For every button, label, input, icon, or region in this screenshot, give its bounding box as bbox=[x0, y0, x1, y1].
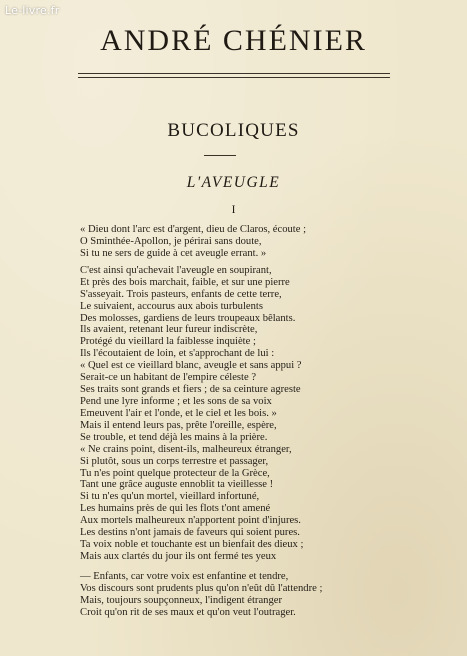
verse-line: Si tu ne sers de guide à cet aveugle errant. » bbox=[80, 247, 267, 259]
verse-line: Croit qu'on rit de ses maux et qu'on veut l'outrager. bbox=[80, 606, 296, 618]
verse-line: Se trouble, et tend déjà les mains à la prière. bbox=[80, 431, 268, 443]
verse-line: — Enfants, car votre voix est enfantine et tendre, bbox=[80, 571, 289, 582]
verse-line: Ils l'écoutaient de loin, et s'approchant de lui : bbox=[80, 348, 275, 360]
author-header: ANDRÉ CHÉNIER bbox=[100, 24, 367, 57]
verse-line: Tant une grâce auguste ennoblit ta vieillesse ! bbox=[80, 479, 274, 491]
verse-line: Aux mortels malheureux n'apportent point d'injures. bbox=[80, 515, 301, 527]
stanza bbox=[80, 571, 322, 619]
header-rule-thick bbox=[78, 77, 390, 78]
section-title: BUCOLIQUES bbox=[167, 120, 300, 141]
verse-line: Emeuvent l'air et l'onde, et le ciel et les bois. » bbox=[80, 407, 277, 419]
verse-line: O Sminthée-Apollon, je périrai sans doute, bbox=[80, 235, 262, 247]
stanza bbox=[80, 265, 302, 420]
verse-line: Mais il entend leurs pas, prête l'oreille, espère, bbox=[80, 420, 277, 431]
verse-line: Ta voix noble et touchante est un bienfait des dieux ; bbox=[80, 538, 304, 550]
watermark: Le-livre.fr bbox=[5, 4, 60, 17]
verse-line: « Ne crains point, disent-ils, malheureux étranger, bbox=[80, 443, 292, 455]
poem-title: L'AVEUGLE bbox=[186, 174, 281, 191]
verse-line: « Quel est ce vieillard blanc, aveugle et sans appui ? bbox=[80, 360, 302, 372]
verse-line: Tu n'es point quelque protecteur de la Grèce, bbox=[80, 467, 270, 479]
verse-line: Et près des bois marchait, faible, et sur une pierre bbox=[80, 276, 290, 288]
verse-line: Si tu n'es qu'un mortel, vieillard infortuné, bbox=[80, 491, 260, 503]
verse-line: Mais aux clartés du jour ils ont fermé tes yeux bbox=[80, 550, 277, 562]
part-number: I bbox=[231, 204, 236, 216]
verse-line: Les destins n'ont jamais de faveurs qui soient pures. bbox=[80, 527, 300, 539]
stanza bbox=[80, 224, 306, 260]
verse-line: Serait-ce un habitant de l'empire céleste ? bbox=[80, 372, 257, 384]
stanza bbox=[80, 420, 303, 563]
verse-line: Le suivaient, accourus aux abois turbulents bbox=[80, 300, 263, 312]
verse-line: Ses traits sont grands et fiers ; de sa ceinture agreste bbox=[80, 383, 301, 395]
verse-line: C'est ainsi qu'achevait l'aveugle en soupirant, bbox=[80, 265, 272, 276]
verse-line: Vos discours sont prudents plus qu'on n'eût dû l'attendre ; bbox=[80, 582, 323, 594]
verse-line: Des molosses, gardiens de leurs troupeaux bêlants. bbox=[80, 312, 296, 324]
section-divider bbox=[204, 155, 236, 156]
verse-line: Protégé du vieillard la faiblesse inquiète ; bbox=[80, 336, 256, 348]
verse-line: Ils avaient, retenant leur fureur indiscrète, bbox=[80, 324, 258, 336]
verse-line: « Dieu dont l'arc est d'argent, dieu de Claros, écoute ; bbox=[80, 224, 307, 235]
header-rule-thin bbox=[78, 73, 390, 74]
verse-line: Les humains près de qui les flots t'ont amené bbox=[80, 503, 271, 515]
verse-line: S'asseyait. Trois pasteurs, enfants de cette terre, bbox=[80, 288, 282, 300]
verse-line: Mais, toujours soupçonneux, l'indigent étranger bbox=[80, 594, 282, 606]
verse-line: Pend une lyre informe ; et les sons de sa voix bbox=[80, 395, 272, 407]
verse-line: Si plutôt, sous un corps terrestre et passager, bbox=[80, 455, 269, 467]
